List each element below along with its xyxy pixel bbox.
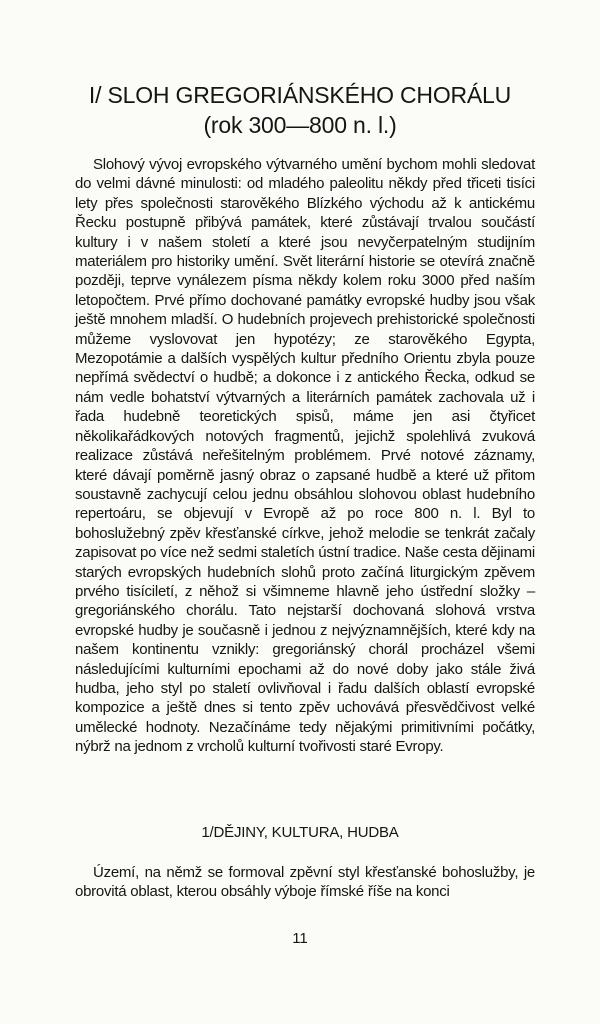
section-heading: 1/DĚJINY, KULTURA, HUDBA [201, 824, 399, 841]
chapter-title-line-2: (rok 300—800 n. l.) [203, 112, 397, 138]
section-paragraph: Území, na němž se formoval zpěvní styl křesťanské bohoslužby, je obrovitá oblast, kterou obsáhly výboje římské říše na konci [75, 864, 535, 901]
intro-paragraph: Slohový vývoj evropského výtvarného umění bychom mohli sledovat do velmi dávné minulosti: od mladého paleolitu někdy před třiceti tisíci lety přes společnosti starověkého Blízkého východu až k antickému Řecku postupně přibývá památek, které zůstávají trvalou součástí kultury i v našem století a které jsou nevyčerpatelným studijním materiálem pro historiky umění. Svět literární historie se otevírá značně později, teprve vynálezem písma někdy kolem roku 3000 před naším letopočtem. Prvé přímo dochované památky evropské hudby jsou však ještě mnohem mladší. O hudebních projevech prehistorické společnosti můžeme vyslovovat jen hypotézy; ze starověkého Egypta, Mezopotámie a dalších vyspělých kultur předního Orientu zbyla pouze nepřímá svědectví o hudbě; a dokonce i z antického Řecka, odkud se nám vedle bohatství výtvarných a literárních památek zachovala už i řada hudebně teoretických spisů, máme jen asi čtyřicet několikařádkových notových fragmentů, jejichž spolehlivá zvuková realizace zůstává neřešitelným problémem. Prvé notové záznamy, které dávají poměrně jasný obraz o zapsané hudbě a které už přitom soustavně zachycují celou jednu obsáhlou slohovou oblast hudebního repertoáru, se objevují v Evropě až po roce 800 n. l. Byl to bohoslužebný zpěv křesťanské církve, jehož melodie se tenkrát začaly zapisovat po více než sedmi staletích ústní tradice. Naše cesta dějinami starých evropských hudebních slohů proto začíná liturgickým zpěvem prvého tisíciletí, z něhož si všimneme hlavně jeho ústřední složky – gregoriánského chorálu. Tato nejstarší dochovaná slohová vrstva evropské hudby je současně i jednou z nejvýznamnějších, které kdy na našem kontinentu vznikly: gregoriánský chorál procházel všemi následujícími kulturními epochami až do nové doby jako stále živá hudba, jeho styl po staletí ovlivňoval i řadu dalších oblastí evropské kompozice a ještě dnes si tento zpěv uchovává přesvědčivost velké umělecké hodnoty. Nezačínáme tedy nějakými primitivními počátky, nýbrž na jednom z vrcholů kulturní tvořivosti staré Evropy. [75, 156, 535, 756]
page-number: 11 [292, 930, 308, 947]
chapter-title-line-1: I/ SLOH GREGORIÁNSKÉHO CHORÁLU [88, 82, 512, 108]
chapter-title [0, 80, 600, 140]
